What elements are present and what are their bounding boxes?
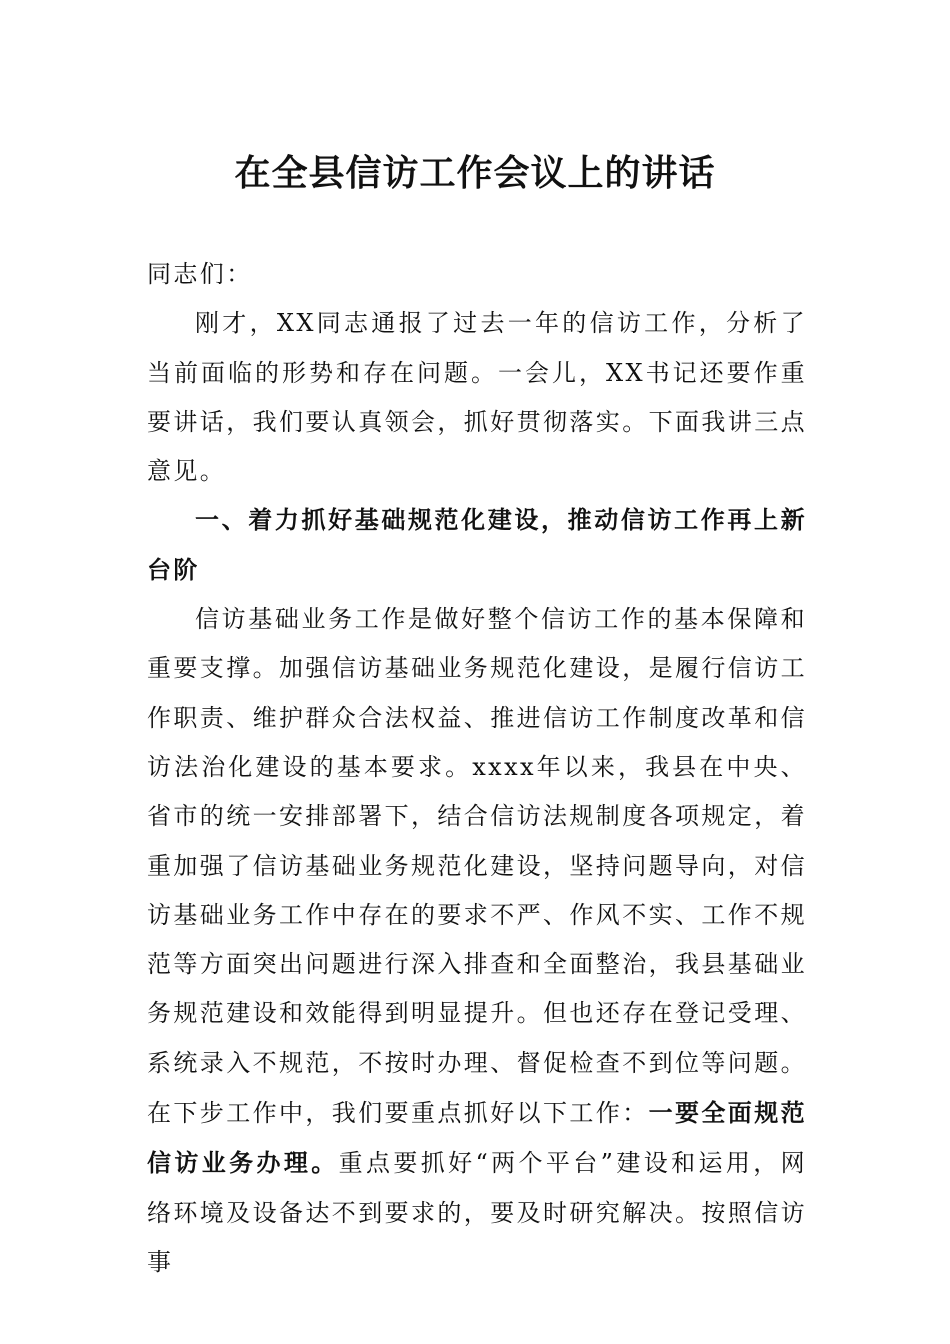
- paragraph-section-1-main: 信访基础业务工作是做好整个信访工作的基本保障和重要支撑。加强信访基础业务规范化建设，是履行信访工作职责、维护群众合法权益、推进信访工作制度改革和信访法治化建设的基本要求。xxxx年以来，我县在中央、省市的统一安排部署下，结合信访法规制度各项规定，着重加强了信访基础业务规范化建设，坚持问题导向，对信访基础业务工作中存在的要求不严、作风不实、工作不规范等方面突出问题进行深入排查和全面整治，我县基础业务规范建设和效能得到明显提升。但也还存在登记受理、系统录入不规范，不按时办理、督促检查不到位等问题。在下步工作中，我们要重点抓好以下工作：: [147, 605, 807, 1128]
- salutation: 同志们：: [147, 260, 253, 288]
- document-body: [147, 250, 807, 1287]
- paragraph-intro: 刚才，XX同志通报了过去一年的信访工作，分析了当前面临的形势和存在问题。一会儿，XX书记还要作重要讲话，我们要认真领会，抓好贯彻落实。下面我讲三点意见。: [147, 309, 807, 486]
- paragraph-section-1-tail: 重点要抓好“两个平台”建设和运用，网络环境及设备达不到要求的，要及时研究解决。按照信访事: [147, 1149, 807, 1276]
- paragraph-section-1-emphasis: 一要全面规范信访业务办理。: [147, 1098, 808, 1178]
- paragraph-section-1: [147, 595, 807, 1287]
- section-1-heading: 一、着力抓好基础规范化建设，推动信访工作再上新台阶: [147, 506, 807, 584]
- document-title: 在全县信访工作会议上的讲话: [234, 153, 716, 194]
